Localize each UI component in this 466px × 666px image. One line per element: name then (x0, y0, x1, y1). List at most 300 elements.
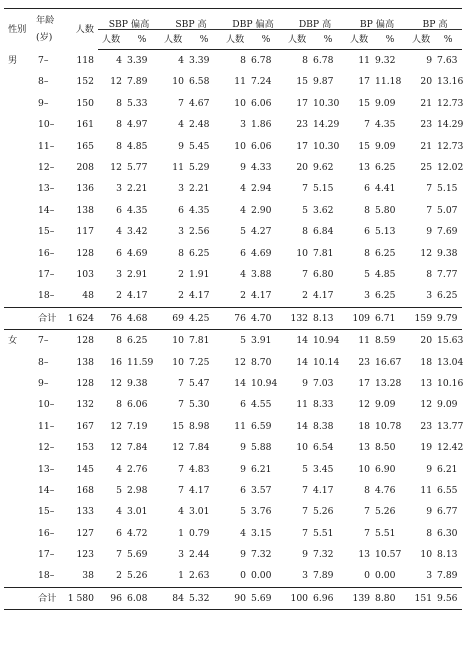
group-count-cell: 15 (358, 140, 371, 152)
group-count-cell: 151 (408, 587, 434, 609)
group-count-cell: 7 (364, 119, 371, 131)
age-cell: 10– (38, 399, 55, 411)
group-count-cell: 7 (178, 377, 184, 389)
table-row (4, 330, 462, 352)
age-cell: 15– (38, 506, 55, 518)
group-count-cell: 4 (178, 119, 184, 131)
bp-prevalence-table (4, 8, 462, 610)
group-percent-cell: 7.81 (313, 247, 334, 259)
group-percent-cell: 6.59 (251, 420, 272, 432)
age-cell: 8– (38, 76, 49, 88)
group-count-cell: 4 (240, 527, 246, 539)
group-count-cell: 10 (296, 247, 309, 259)
table-row (4, 351, 462, 372)
group-count-cell: 15 (296, 76, 309, 88)
age-cell: 17– (38, 269, 55, 280)
group-percent-cell: 9.87 (313, 76, 334, 88)
group-count-cell: 23 (420, 420, 433, 432)
group-percent-cell: 7.81 (189, 335, 210, 347)
group-count-cell: 8 (116, 335, 122, 347)
age-cell: 14– (38, 484, 55, 496)
group-count-cell: 6 (364, 226, 371, 238)
group-count-cell: 10 (172, 356, 184, 368)
group-percent-cell: 3.42 (127, 226, 148, 238)
group-percent-cell: 3.57 (251, 484, 272, 496)
group-percent-cell: 6.54 (313, 442, 334, 454)
group-percent-cell: 6.77 (437, 506, 458, 518)
count-cell: 117 (76, 226, 94, 238)
group-percent-cell: 10.78 (375, 420, 402, 432)
group-count-cell: 16 (110, 356, 122, 368)
group-percent-cell: 3.76 (251, 506, 272, 518)
table-row (4, 50, 462, 72)
group-count-cell: 10 (420, 549, 433, 561)
group-header-dbp-high: DBP 高 (284, 9, 346, 30)
count-cell: 165 (76, 140, 94, 152)
group-count-cell: 12 (358, 399, 371, 411)
group-count-cell: 6 (364, 183, 371, 195)
group-percent-cell: 4.17 (189, 290, 210, 302)
group-percent-cell: 5.07 (437, 204, 458, 216)
group-percent-cell: 4.72 (127, 527, 148, 539)
count-cell: 168 (76, 484, 94, 496)
group-count-cell: 0 (240, 570, 246, 582)
group-percent-cell: 13.16 (437, 76, 464, 88)
group-count-cell: 7 (116, 549, 122, 561)
group-percent-cell: 9.38 (127, 377, 148, 389)
group-count-cell: 20 (420, 76, 433, 88)
group-count-cell: 3 (364, 290, 371, 302)
age-cell: 10– (38, 119, 55, 131)
group-count-cell: 6 (240, 399, 246, 411)
sex-cell (4, 93, 34, 114)
group-percent-cell: 3.39 (127, 55, 148, 67)
group-count-cell: 14 (296, 335, 309, 347)
group-percent-cell: 5.32 (186, 587, 222, 609)
group-count-cell: 90 (222, 587, 248, 609)
group-count-cell: 7 (302, 506, 309, 518)
group-count-cell: 7 (302, 527, 309, 539)
count-header: 人数 (66, 9, 98, 50)
table-row (4, 136, 462, 157)
group-percent-cell: 0.00 (251, 570, 272, 582)
group-count-cell: 8 (116, 119, 122, 131)
group-count-cell: 9 (178, 140, 184, 152)
sex-cell (4, 373, 34, 394)
sub-header-count: 人数 (346, 30, 372, 50)
group-percent-cell: 5.13 (375, 226, 396, 238)
group-percent-cell: 5.15 (313, 183, 334, 195)
group-count-cell: 8 (364, 204, 371, 216)
group-percent-cell: 8.70 (251, 356, 272, 368)
group-count-cell: 12 (110, 76, 122, 88)
group-percent-cell: 7.19 (127, 420, 148, 432)
group-count-cell: 11 (234, 76, 246, 88)
group-percent-cell: 13.77 (437, 420, 464, 432)
group-count-cell: 8 (116, 97, 122, 109)
group-count-cell: 4 (240, 204, 246, 216)
group-percent-cell: 3.01 (189, 506, 210, 518)
group-count-cell: 8 (426, 269, 433, 280)
age-cell: 7– (38, 335, 49, 347)
group-percent-cell: 6.78 (251, 55, 272, 67)
group-count-cell: 3 (116, 183, 122, 195)
count-cell: 48 (82, 290, 94, 302)
group-percent-cell: 6.80 (313, 269, 334, 280)
count-cell: 118 (76, 54, 94, 66)
group-count-cell: 11 (234, 420, 246, 432)
group-count-cell: 4 (240, 183, 246, 195)
age-cell: 12– (38, 162, 55, 174)
group-count-cell: 69 (160, 307, 186, 329)
group-header-sbp-elevated: SBP 偏高 (98, 9, 160, 30)
group-percent-cell: 6.25 (375, 162, 396, 174)
group-count-cell: 7 (178, 484, 184, 496)
sub-header-count: 人数 (408, 30, 434, 50)
group-count-cell: 5 (240, 506, 246, 518)
group-percent-cell: 5.30 (189, 399, 210, 411)
group-count-cell: 23 (296, 119, 309, 131)
group-count-cell: 20 (296, 162, 309, 174)
count-cell: 153 (76, 442, 94, 454)
group-count-cell: 2 (178, 290, 184, 302)
group-percent-cell: 4.17 (313, 484, 334, 496)
group-count-cell: 21 (420, 97, 433, 109)
group-header-bp-elevated: BP 偏高 (346, 9, 408, 30)
group-percent-cell: 14.29 (437, 119, 464, 131)
group-percent-cell: 5.26 (375, 506, 396, 518)
group-count-cell: 12 (420, 399, 433, 411)
group-percent-cell: 7.32 (313, 549, 334, 561)
group-count-cell: 15 (172, 420, 184, 432)
group-count-cell: 2 (116, 290, 122, 302)
group-count-cell: 9 (240, 463, 246, 475)
sub-header-percent: % (434, 30, 462, 50)
table-row (4, 523, 462, 544)
group-count-cell: 9 (302, 377, 309, 389)
group-count-cell: 6 (116, 204, 122, 216)
group-percent-cell: 9.09 (375, 399, 396, 411)
group-percent-cell: 6.25 (189, 247, 210, 259)
age-header-line1: 年龄 (36, 15, 55, 27)
group-percent-cell: 3.62 (313, 204, 334, 216)
age-cell: 18– (38, 570, 55, 582)
group-count-cell: 3 (426, 290, 433, 302)
group-header-bp-high: BP 高 (408, 9, 462, 30)
count-cell: 145 (76, 463, 94, 475)
group-count-cell: 7 (302, 484, 309, 496)
count-cell: 150 (76, 97, 94, 109)
group-count-cell: 84 (160, 587, 186, 609)
group-count-cell: 12 (110, 377, 122, 389)
group-percent-cell: 4.85 (375, 269, 396, 280)
group-count-cell: 11 (172, 162, 184, 174)
group-count-cell: 12 (110, 420, 122, 432)
sex-cell (4, 544, 34, 565)
group-count-cell: 12 (420, 247, 433, 259)
group-percent-cell: 8.38 (313, 420, 334, 432)
group-count-cell: 4 (116, 463, 122, 475)
group-percent-cell: 4.41 (375, 183, 396, 195)
sub-header-percent: % (124, 30, 160, 50)
group-count-cell: 6 (240, 247, 246, 259)
group-count-cell: 4 (178, 506, 184, 518)
group-percent-cell: 7.24 (251, 76, 272, 88)
group-count-cell: 2 (240, 290, 246, 302)
group-count-cell: 5 (302, 463, 309, 475)
group-percent-cell: 2.56 (189, 226, 210, 238)
group-percent-cell: 9.56 (434, 587, 462, 609)
group-percent-cell: 4.76 (375, 484, 396, 496)
group-percent-cell: 8.59 (375, 335, 396, 347)
table-row (4, 200, 462, 221)
group-count-cell: 2 (116, 570, 122, 582)
sub-header-count: 人数 (284, 30, 310, 50)
sex-cell (4, 114, 34, 135)
group-percent-cell: 5.26 (127, 570, 148, 582)
group-percent-cell: 5.15 (437, 183, 458, 195)
group-count-cell: 13 (420, 377, 433, 389)
group-percent-cell: 9.09 (375, 140, 396, 152)
group-percent-cell: 9.38 (437, 247, 458, 259)
group-percent-cell: 5.69 (248, 587, 284, 609)
group-percent-cell: 7.77 (437, 269, 458, 280)
group-percent-cell: 4.33 (251, 162, 272, 174)
sub-header-count: 人数 (98, 30, 124, 50)
group-percent-cell: 6.21 (437, 463, 458, 475)
group-count-cell: 6 (116, 247, 122, 259)
group-percent-cell: 14.29 (313, 119, 340, 131)
table-row (4, 416, 462, 437)
group-count-cell: 3 (178, 226, 184, 238)
count-cell: 1 580 (66, 587, 98, 609)
age-cell: 17– (38, 549, 55, 561)
group-count-cell: 9 (426, 55, 433, 67)
count-cell: 167 (76, 420, 94, 432)
group-count-cell: 6 (116, 527, 122, 539)
age-cell: 8– (38, 356, 49, 368)
group-count-cell: 8 (426, 527, 433, 539)
age-cell: 13– (38, 463, 55, 475)
total-label: 合计 (34, 307, 66, 329)
group-percent-cell: 5.47 (189, 377, 210, 389)
group-count-cell: 3 (240, 119, 246, 131)
group-percent-cell: 6.96 (310, 587, 346, 609)
group-count-cell: 5 (240, 335, 246, 347)
group-count-cell: 11 (296, 399, 309, 411)
group-percent-cell: 16.67 (375, 356, 402, 368)
group-percent-cell: 6.25 (375, 290, 396, 302)
group-count-cell: 14 (296, 356, 309, 368)
group-count-cell: 14 (234, 377, 246, 389)
sex-cell (4, 480, 34, 501)
count-cell: 161 (76, 119, 94, 131)
group-count-cell: 5 (116, 484, 122, 496)
count-cell: 136 (76, 183, 94, 195)
group-percent-cell: 3.15 (251, 527, 272, 539)
group-percent-cell: 12.02 (437, 162, 464, 174)
table-row (4, 93, 462, 114)
group-percent-cell: 12.42 (437, 442, 464, 454)
group-percent-cell: 0.00 (375, 570, 396, 582)
age-cell: 16– (38, 247, 55, 259)
group-percent-cell: 7.32 (251, 549, 272, 561)
age-cell: 14– (38, 204, 55, 216)
group-count-cell: 13 (358, 162, 371, 174)
group-count-cell: 159 (408, 307, 434, 329)
group-percent-cell: 8.98 (189, 420, 210, 432)
sex-cell (4, 458, 34, 479)
age-cell: 9– (38, 97, 49, 109)
sex-cell (4, 523, 34, 544)
sex-cell: 女 (8, 335, 18, 347)
group-count-cell: 132 (284, 307, 310, 329)
group-count-cell: 76 (98, 307, 124, 329)
group-percent-cell: 2.44 (189, 549, 210, 561)
group-count-cell: 10 (172, 335, 184, 347)
table-row (4, 565, 462, 587)
group-percent-cell: 12.73 (437, 140, 464, 152)
group-count-cell: 9 (426, 463, 433, 475)
group-count-cell: 15 (358, 97, 371, 109)
group-percent-cell: 0.79 (189, 527, 210, 539)
group-count-cell: 100 (284, 587, 310, 609)
group-count-cell: 8 (302, 55, 309, 67)
sex-cell (4, 71, 34, 92)
table-body (4, 50, 462, 610)
group-percent-cell: 13.28 (375, 377, 402, 389)
group-percent-cell: 7.84 (189, 442, 210, 454)
count-cell: 128 (76, 377, 94, 389)
count-cell: 138 (76, 356, 94, 368)
group-count-cell: 7 (426, 204, 433, 216)
group-count-cell: 9 (240, 162, 246, 174)
group-percent-cell: 3.88 (251, 269, 272, 280)
group-count-cell: 10 (296, 442, 309, 454)
count-cell: 152 (76, 76, 94, 88)
group-percent-cell: 3.39 (189, 55, 210, 67)
group-count-cell: 96 (98, 587, 124, 609)
group-percent-cell: 6.30 (437, 527, 458, 539)
sex-cell (4, 178, 34, 199)
count-cell: 38 (82, 570, 94, 582)
group-count-cell: 21 (420, 140, 433, 152)
group-percent-cell: 7.03 (313, 377, 334, 389)
group-percent-cell: 3.91 (251, 335, 272, 347)
sex-cell (4, 243, 34, 264)
group-percent-cell: 8.80 (372, 587, 408, 609)
group-percent-cell: 6.58 (189, 76, 210, 88)
sex-cell (4, 136, 34, 157)
group-percent-cell: 11.18 (375, 76, 402, 88)
group-count-cell: 13 (358, 549, 371, 561)
table-row (4, 264, 462, 285)
group-percent-cell: 6.78 (313, 55, 334, 67)
group-percent-cell: 4.68 (124, 307, 160, 329)
group-percent-cell: 9.62 (313, 162, 334, 174)
group-count-cell: 8 (178, 247, 184, 259)
group-percent-cell: 1.86 (251, 119, 272, 131)
group-count-cell: 1 (178, 527, 184, 539)
group-percent-cell: 6.25 (375, 247, 396, 259)
group-count-cell: 23 (420, 119, 433, 131)
group-percent-cell: 5.51 (313, 527, 334, 539)
group-percent-cell: 5.33 (127, 97, 148, 109)
group-percent-cell: 2.21 (189, 183, 210, 195)
group-percent-cell: 5.29 (189, 162, 210, 174)
group-percent-cell: 7.84 (127, 442, 148, 454)
sex-cell (4, 200, 34, 221)
group-percent-cell: 4.55 (251, 399, 272, 411)
group-percent-cell: 11.59 (127, 356, 154, 368)
group-count-cell: 23 (358, 356, 371, 368)
age-cell: 15– (38, 226, 55, 238)
group-count-cell: 8 (116, 140, 122, 152)
age-cell: 12– (38, 442, 55, 454)
group-percent-cell: 5.45 (189, 140, 210, 152)
group-count-cell: 7 (364, 506, 371, 518)
group-percent-cell: 2.98 (127, 484, 148, 496)
group-percent-cell: 8.13 (310, 307, 346, 329)
sex-cell (4, 416, 34, 437)
sub-header-count: 人数 (222, 30, 248, 50)
group-percent-cell: 7.69 (437, 226, 458, 238)
group-percent-cell: 5.51 (375, 527, 396, 539)
group-percent-cell: 10.30 (313, 140, 340, 152)
group-count-cell: 17 (296, 97, 309, 109)
sex-cell (4, 307, 34, 329)
group-percent-cell: 4.85 (127, 140, 148, 152)
group-count-cell: 11 (358, 55, 371, 67)
group-percent-cell: 4.70 (248, 307, 284, 329)
group-count-cell: 20 (420, 335, 433, 347)
group-percent-cell: 2.21 (127, 183, 148, 195)
group-percent-cell: 5.69 (127, 549, 148, 561)
age-header (34, 9, 66, 50)
group-percent-cell: 12.73 (437, 97, 464, 109)
group-count-cell: 76 (222, 307, 248, 329)
group-count-cell: 2 (178, 269, 184, 280)
group-count-cell: 3 (178, 549, 184, 561)
age-cell: 11– (38, 420, 55, 432)
count-cell: 133 (76, 506, 94, 518)
group-percent-cell: 7.89 (437, 570, 458, 582)
age-cell: 9– (38, 377, 49, 389)
group-percent-cell: 4.17 (189, 484, 210, 496)
age-cell: 18– (38, 290, 55, 302)
group-count-cell: 7 (364, 527, 371, 539)
group-percent-cell: 7.63 (437, 55, 458, 67)
group-percent-cell: 10.94 (251, 377, 278, 389)
header-row-1 (4, 9, 462, 30)
group-count-cell: 18 (358, 420, 371, 432)
sex-cell (4, 285, 34, 307)
group-count-cell: 12 (234, 356, 246, 368)
group-percent-cell: 2.91 (127, 269, 148, 280)
group-percent-cell: 9.09 (437, 399, 458, 411)
group-percent-cell: 2.76 (127, 463, 148, 475)
group-count-cell: 17 (358, 76, 371, 88)
group-count-cell: 11 (420, 484, 433, 496)
group-percent-cell: 6.06 (251, 97, 272, 109)
group-count-cell: 1 (178, 570, 184, 582)
total-row (4, 307, 462, 329)
count-cell: 132 (76, 399, 94, 411)
group-count-cell: 12 (172, 442, 184, 454)
group-count-cell: 14 (296, 420, 309, 432)
group-count-cell: 9 (240, 442, 246, 454)
group-percent-cell: 10.16 (437, 377, 464, 389)
